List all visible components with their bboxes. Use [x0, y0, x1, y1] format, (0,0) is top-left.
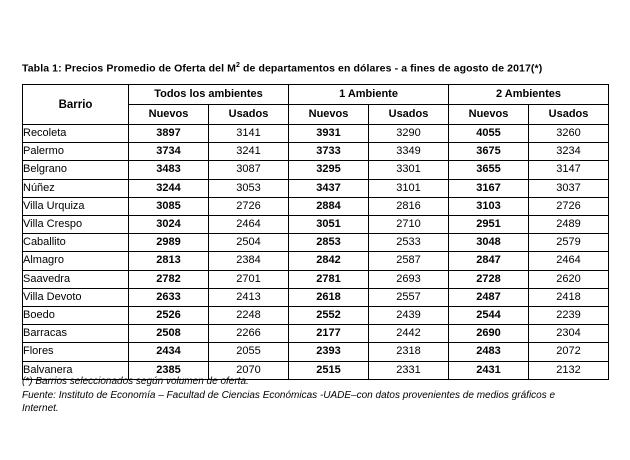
cell-value: 2418 — [529, 288, 609, 306]
cell-value: 2393 — [289, 343, 369, 361]
cell-value: 2487 — [449, 288, 529, 306]
table-body — [23, 125, 609, 380]
cell-barrio: Balvanera — [23, 361, 129, 379]
cell-barrio: Saavedra — [23, 270, 129, 288]
cell-value: 2710 — [369, 216, 449, 234]
cell-value: 2177 — [289, 325, 369, 343]
caption-prefix: Tabla 1: Precios Promedio de Oferta del M — [22, 62, 236, 75]
cell-value: 3048 — [449, 234, 529, 252]
cell-value: 3051 — [289, 216, 369, 234]
cell-value: 3897 — [129, 125, 209, 143]
footnote-line-2: Fuente: Instituto de Economía – Facultad de Ciencias Económicas -UADE–con datos provenientes de medios gráficos e — [22, 389, 556, 401]
cell-barrio: Villa Devoto — [23, 288, 129, 306]
header-sub-todos-nuevos: Nuevos — [129, 105, 209, 125]
table-head — [23, 85, 609, 125]
cell-value: 2693 — [369, 270, 449, 288]
cell-value: 2813 — [129, 252, 209, 270]
table-row — [23, 216, 609, 234]
cell-value: 3087 — [209, 161, 289, 179]
cell-value: 2951 — [449, 216, 529, 234]
cell-value: 3931 — [289, 125, 369, 143]
cell-value: 3234 — [529, 143, 609, 161]
cell-value: 2331 — [369, 361, 449, 379]
cell-value: 2618 — [289, 288, 369, 306]
header-sub-1amb-nuevos: Nuevos — [289, 105, 369, 125]
cell-value: 2557 — [369, 288, 449, 306]
cell-barrio: Villa Crespo — [23, 216, 129, 234]
cell-barrio: Palermo — [23, 143, 129, 161]
cell-value: 3483 — [129, 161, 209, 179]
cell-value: 2633 — [129, 288, 209, 306]
cell-value: 3101 — [369, 179, 449, 197]
cell-value: 3295 — [289, 161, 369, 179]
header-sub-todos-usados: Usados — [209, 105, 289, 125]
cell-value: 2070 — [209, 361, 289, 379]
cell-value: 3147 — [529, 161, 609, 179]
header-sub-2amb-usados: Usados — [529, 105, 609, 125]
table-footnote — [22, 375, 612, 416]
cell-value: 2587 — [369, 252, 449, 270]
table-row — [23, 234, 609, 252]
cell-value: 2318 — [369, 343, 449, 361]
footnote-line-1: (*) Barrios seleccionados según volumen de oferta. — [22, 376, 249, 387]
cell-value: 2701 — [209, 270, 289, 288]
cell-value: 3290 — [369, 125, 449, 143]
cell-value: 3037 — [529, 179, 609, 197]
cell-value: 2728 — [449, 270, 529, 288]
cell-value: 2266 — [209, 325, 289, 343]
cell-value: 3349 — [369, 143, 449, 161]
header-group-2amb: 2 Ambientes — [449, 85, 609, 105]
caption-superscript: 2 — [235, 62, 240, 69]
cell-value: 2515 — [289, 361, 369, 379]
cell-value: 3733 — [289, 143, 369, 161]
cell-value: 3241 — [209, 143, 289, 161]
cell-value: 2884 — [289, 197, 369, 215]
caption-suffix: de departamentos en dólares - a fines de agosto de 2017(*) — [239, 62, 543, 75]
cell-value: 4055 — [449, 125, 529, 143]
table-row — [23, 143, 609, 161]
cell-value: 2384 — [209, 252, 289, 270]
cell-value: 2464 — [209, 216, 289, 234]
cell-barrio: Barracas — [23, 325, 129, 343]
cell-value: 2989 — [129, 234, 209, 252]
cell-value: 2385 — [129, 361, 209, 379]
cell-value: 2489 — [529, 216, 609, 234]
cell-value: 2442 — [369, 325, 449, 343]
header-group-1amb: 1 Ambiente — [289, 85, 449, 105]
cell-barrio: Recoleta — [23, 125, 129, 143]
cell-value: 3085 — [129, 197, 209, 215]
cell-barrio: Caballito — [23, 234, 129, 252]
header-sub-2amb-nuevos: Nuevos — [449, 105, 529, 125]
table-row — [23, 325, 609, 343]
header-barrio: Barrio — [23, 85, 129, 125]
cell-barrio: Boedo — [23, 307, 129, 325]
cell-value: 2533 — [369, 234, 449, 252]
cell-value: 3053 — [209, 179, 289, 197]
cell-value: 2304 — [529, 325, 609, 343]
table-row — [23, 307, 609, 325]
cell-value: 2847 — [449, 252, 529, 270]
table-row — [23, 125, 609, 143]
table-row — [23, 270, 609, 288]
cell-value: 3655 — [449, 161, 529, 179]
cell-value: 3024 — [129, 216, 209, 234]
cell-value: 2726 — [529, 197, 609, 215]
cell-value: 3103 — [449, 197, 529, 215]
cell-barrio: Flores — [23, 343, 129, 361]
table-row — [23, 288, 609, 306]
cell-value: 2726 — [209, 197, 289, 215]
footnote-line-3: Internet. — [22, 403, 59, 414]
cell-value: 2055 — [209, 343, 289, 361]
cell-value: 2483 — [449, 343, 529, 361]
cell-value: 2464 — [529, 252, 609, 270]
cell-value: 2413 — [209, 288, 289, 306]
cell-value: 2239 — [529, 307, 609, 325]
cell-barrio: Núñez — [23, 179, 129, 197]
cell-value: 2508 — [129, 325, 209, 343]
cell-value: 3244 — [129, 179, 209, 197]
cell-barrio: Almagro — [23, 252, 129, 270]
cell-barrio: Belgrano — [23, 161, 129, 179]
cell-value: 2439 — [369, 307, 449, 325]
cell-value: 3167 — [449, 179, 529, 197]
cell-value: 2504 — [209, 234, 289, 252]
cell-value: 2853 — [289, 234, 369, 252]
cell-value: 3437 — [289, 179, 369, 197]
table-row — [23, 161, 609, 179]
table-caption — [22, 62, 542, 75]
cell-value: 2781 — [289, 270, 369, 288]
table-header-groups — [23, 85, 609, 105]
cell-value: 3734 — [129, 143, 209, 161]
prices-table — [22, 84, 609, 380]
cell-value: 3675 — [449, 143, 529, 161]
table-row — [23, 343, 609, 361]
cell-value: 2690 — [449, 325, 529, 343]
table-row — [23, 197, 609, 215]
cell-value: 2842 — [289, 252, 369, 270]
cell-value: 2816 — [369, 197, 449, 215]
cell-value: 2552 — [289, 307, 369, 325]
cell-value: 2620 — [529, 270, 609, 288]
cell-value: 3301 — [369, 161, 449, 179]
cell-barrio: Villa Urquiza — [23, 197, 129, 215]
cell-value: 2434 — [129, 343, 209, 361]
table-row — [23, 252, 609, 270]
header-sub-1amb-usados: Usados — [369, 105, 449, 125]
table-row — [23, 179, 609, 197]
cell-value: 2132 — [529, 361, 609, 379]
cell-value: 2072 — [529, 343, 609, 361]
cell-value: 2544 — [449, 307, 529, 325]
cell-value: 2579 — [529, 234, 609, 252]
cell-value: 2248 — [209, 307, 289, 325]
cell-value: 2526 — [129, 307, 209, 325]
cell-value: 3260 — [529, 125, 609, 143]
cell-value: 2782 — [129, 270, 209, 288]
cell-value: 3141 — [209, 125, 289, 143]
cell-value: 2431 — [449, 361, 529, 379]
header-group-todos: Todos los ambientes — [129, 85, 289, 105]
